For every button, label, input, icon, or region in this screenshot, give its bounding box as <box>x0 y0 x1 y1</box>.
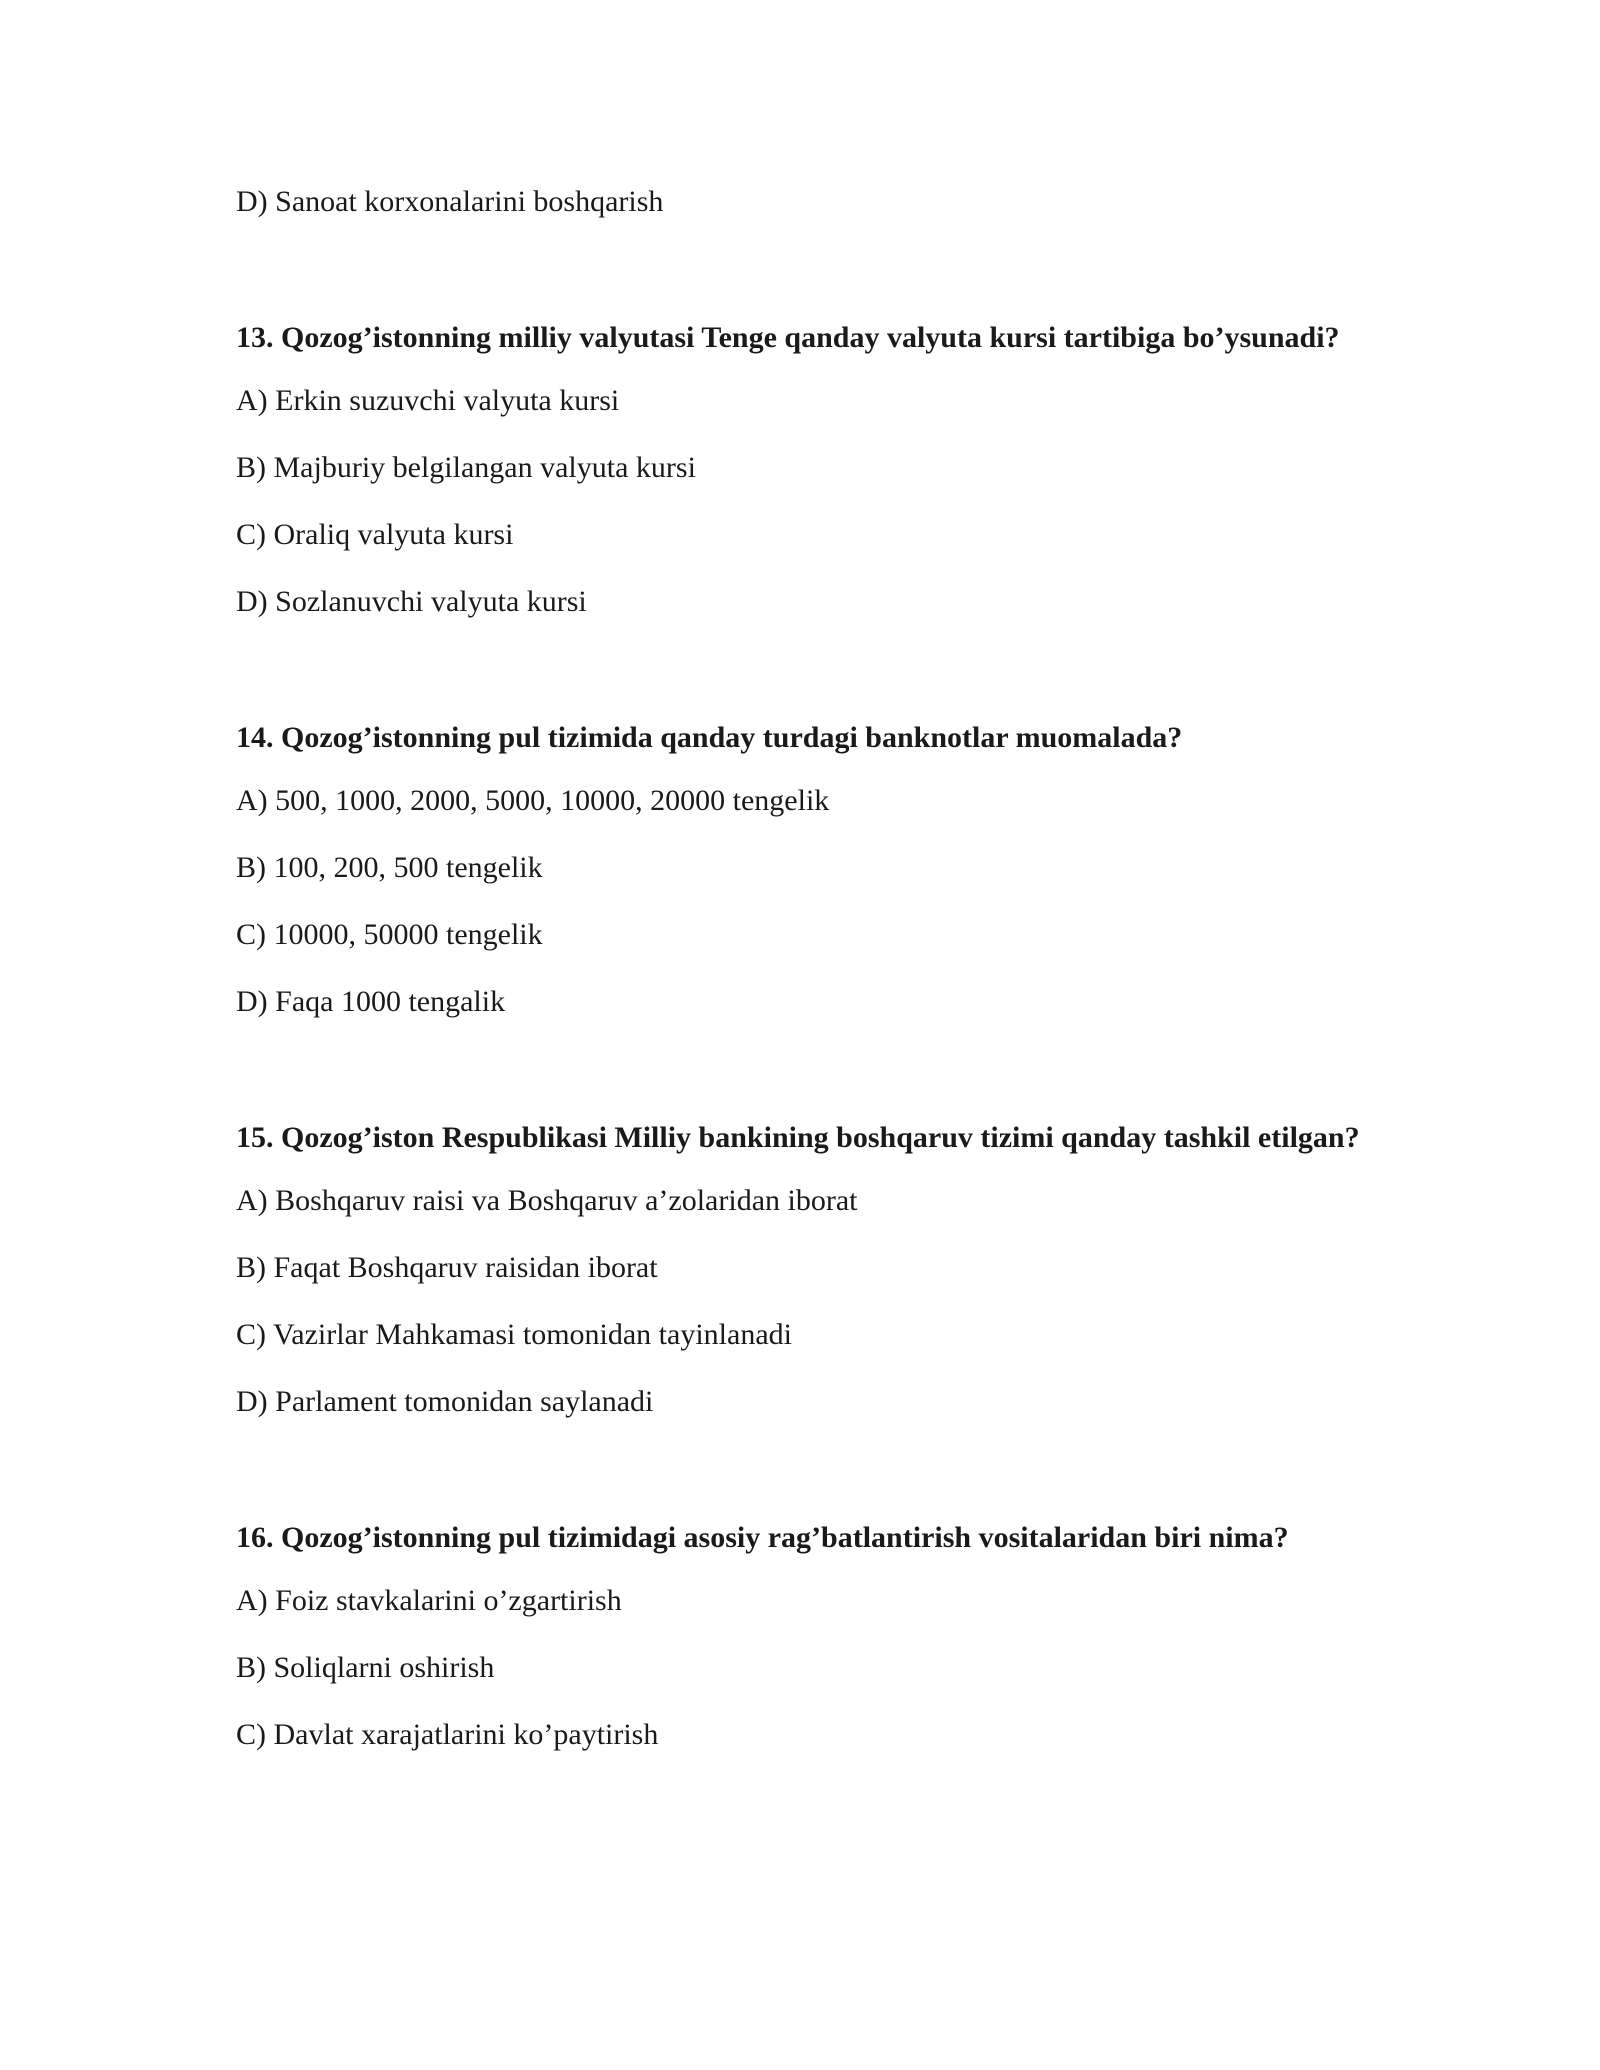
option-15-a: A) Boshqaruv raisi va Boshqaruv a’zolaridan iborat <box>236 1184 858 1217</box>
option-15-b: B) Faqat Boshqaruv raisidan iborat <box>236 1251 658 1284</box>
option-14-a: A) 500, 1000, 2000, 5000, 10000, 20000 tengelik <box>236 784 830 817</box>
option-15-c: C) Vazirlar Mahkamasi tomonidan tayinlanadi <box>236 1318 792 1351</box>
option-16-c: C) Davlat xarajatlarini ko’paytirish <box>236 1718 659 1751</box>
option-13-d: D) Sozlanuvchi valyuta kursi <box>236 585 587 618</box>
option-16-b: B) Soliqlarni oshirish <box>236 1651 495 1684</box>
document-page <box>236 182 1376 1782</box>
question-13: 13. Qozog’istonning milliy valyutasi Tenge qanday valyuta kursi tartibiga bo’ysunadi? <box>236 321 1340 354</box>
option-14-b: B) 100, 200, 500 tengelik <box>236 851 543 884</box>
question-16: 16. Qozog’istonning pul tizimidagi asosiy rag’batlantirish vositalaridan biri nima? <box>236 1521 1289 1554</box>
option-15-d: D) Parlament tomonidan saylanadi <box>236 1385 654 1418</box>
question-15: 15. Qozog’iston Respublikasi Milliy bankining boshqaruv tizimi qanday tashkil etilgan? <box>236 1121 1360 1154</box>
option-16-a: A) Foiz stavkalarini o’zgartirish <box>236 1584 622 1617</box>
option-14-c: C) 10000, 50000 tengelik <box>236 918 543 951</box>
question-14: 14. Qozog’istonning pul tizimida qanday turdagi banknotlar muomalada? <box>236 721 1183 754</box>
option-13-c: C) Oraliq valyuta kursi <box>236 518 514 551</box>
option-13-a: A) Erkin suzuvchi valyuta kursi <box>236 384 620 417</box>
option-text: D) Sanoat korxonalarini boshqarish <box>236 185 664 218</box>
option-13-b: B) Majburiy belgilangan valyuta kursi <box>236 451 696 484</box>
option-14-d: D) Faqa 1000 tengalik <box>236 985 506 1018</box>
